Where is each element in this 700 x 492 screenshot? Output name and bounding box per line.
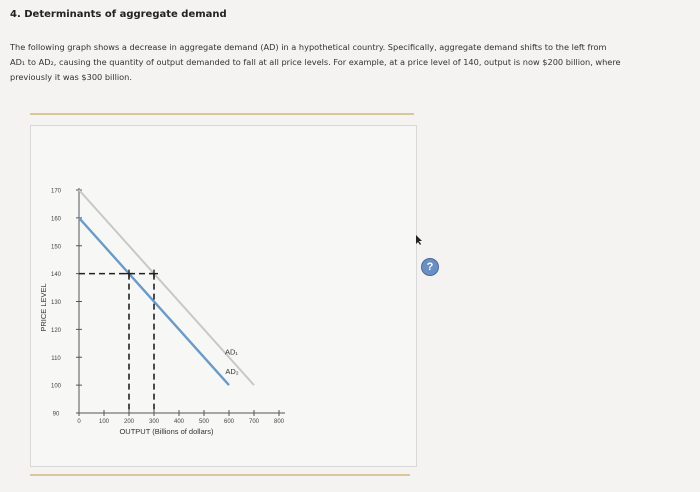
question-title: 4. Determinants of aggregate demand	[10, 9, 227, 20]
y-tick-label: 150	[50, 244, 62, 251]
y-tick-label: 90	[52, 411, 60, 418]
series-label-1: AD₁	[225, 347, 238, 357]
x-axis-label: OUTPUT (Billions of dollars)	[119, 427, 214, 436]
question-text-line: AD₁ to AD₂, causing the quantity of output demanded to fall at all price levels. For example, at a price level of 140, output is now $200 billion, where	[10, 57, 621, 67]
x-tick-label: 600	[223, 419, 235, 425]
y-axis-label: PRICE LEVEL	[39, 283, 48, 332]
x-tick-label: 700	[248, 419, 260, 425]
x-tick-label: 400	[173, 419, 185, 425]
y-tick-label: 170	[50, 188, 62, 195]
mouse-cursor-icon	[416, 232, 424, 250]
question-text-line: The following graph shows a decrease in aggregate demand (AD) in a hypothetical country. Specifically, aggregate demand shifts to the left from	[10, 42, 607, 52]
x-tick-label: 100	[98, 419, 110, 425]
x-tick-label: 200	[123, 419, 135, 425]
series-line-2	[79, 218, 229, 385]
y-tick-label: 120	[50, 327, 62, 334]
help-icon[interactable]: ?	[422, 259, 438, 275]
x-tick-label: 500	[198, 419, 210, 425]
divider-top	[30, 113, 414, 115]
y-tick-label: 140	[50, 272, 62, 279]
question-text-line: previously it was $300 billion.	[10, 72, 132, 82]
x-tick-label: 0	[77, 419, 81, 425]
y-tick-label: 100	[50, 383, 62, 390]
y-tick-label: 160	[50, 216, 62, 223]
graph-panel	[30, 125, 434, 467]
ad-chart	[31, 126, 416, 466]
question-body	[10, 40, 660, 85]
y-tick-label: 110	[51, 355, 61, 362]
x-tick-label: 800	[273, 419, 285, 425]
y-tick-label: 130	[50, 300, 62, 306]
divider-bottom	[30, 474, 410, 476]
series-label-2: AD₂	[225, 366, 239, 376]
x-tick-label: 300	[148, 419, 160, 425]
